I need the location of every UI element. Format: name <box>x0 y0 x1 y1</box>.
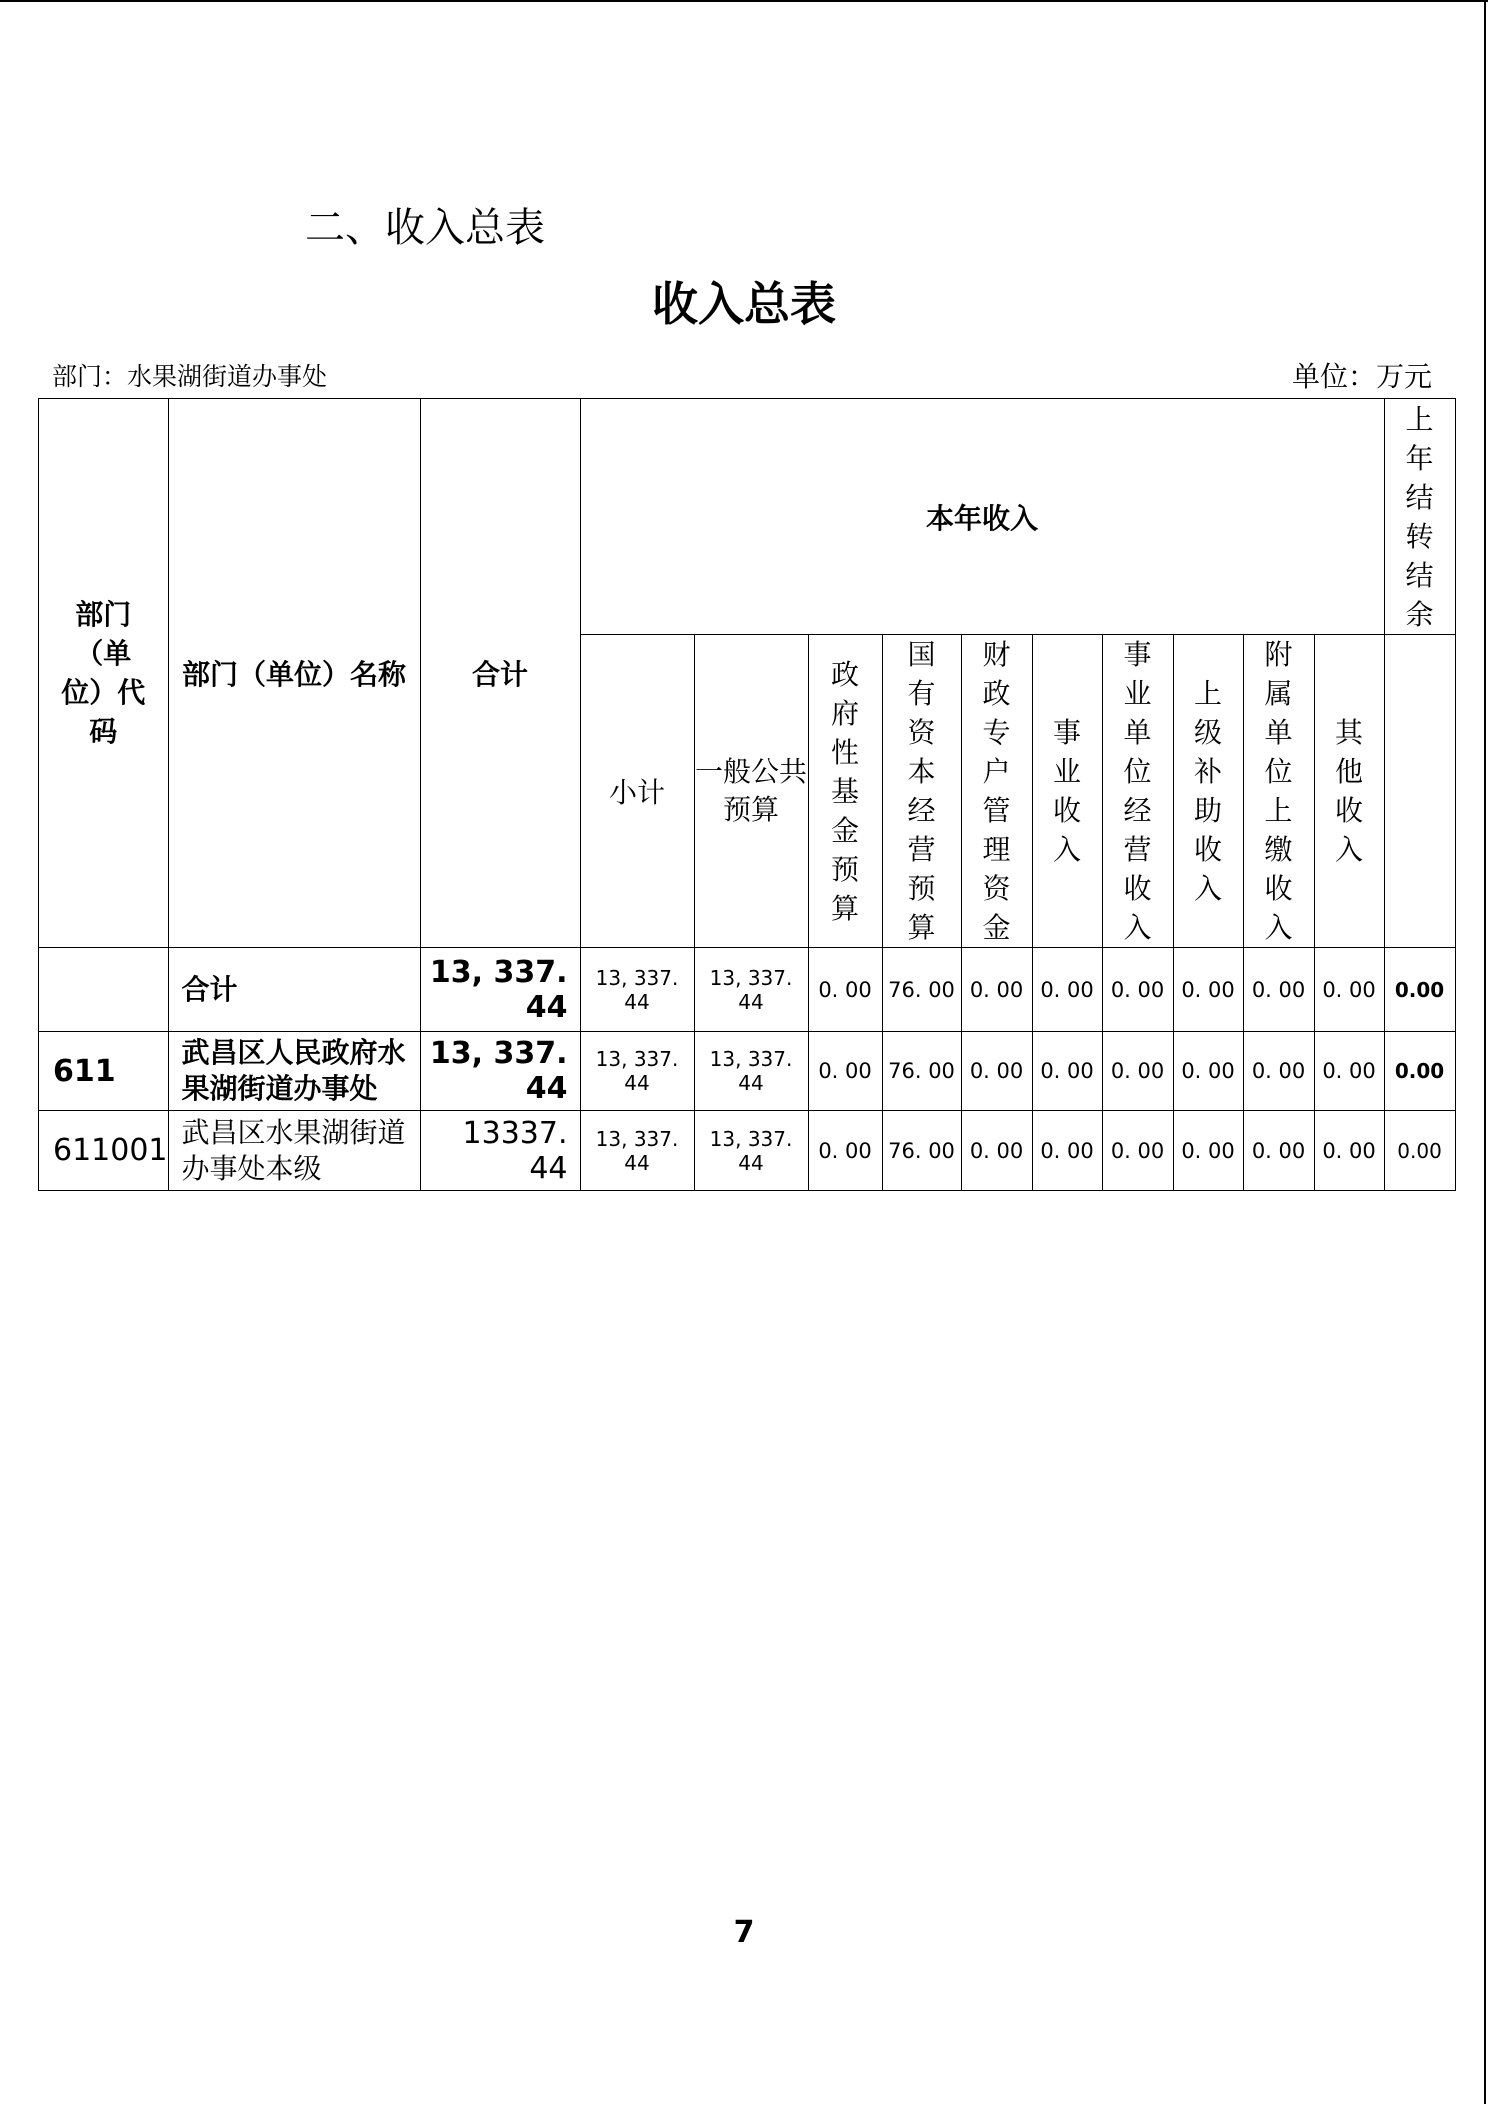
row-code: 611 <box>39 1032 169 1111</box>
row-subtotal: 13, 337. 44 <box>580 948 694 1032</box>
row-state-capital: 76. 00 <box>882 1111 961 1191</box>
header-prior-year-blank <box>1384 635 1455 948</box>
row-gov-fund: 0. 00 <box>808 1032 882 1111</box>
row-subtotal: 13, 337. 44 <box>580 1111 694 1191</box>
row-affiliated-remit: 0. 00 <box>1243 1032 1314 1111</box>
income-summary-table <box>38 398 1456 1191</box>
table-row <box>39 948 1456 1032</box>
row-total: 13337. 44 <box>420 1111 580 1191</box>
row-other-income: 0. 00 <box>1314 1111 1384 1191</box>
row-business-income: 0. 00 <box>1032 948 1102 1032</box>
row-prior-year: 0.00 <box>1384 1111 1455 1191</box>
row-superior-subsidy: 0. 00 <box>1173 948 1243 1032</box>
row-prior-year: 0.00 <box>1384 948 1455 1032</box>
table-row <box>39 1111 1456 1191</box>
row-name: 武昌区水果湖街道办事处本级 <box>168 1111 420 1191</box>
header-state-capital: 国有资本经营预算 <box>882 635 961 948</box>
section-title: 二、收入总表 <box>305 205 545 251</box>
row-prior-year: 0.00 <box>1384 1032 1455 1111</box>
header-row-1 <box>39 399 1456 635</box>
row-total: 13, 337. 44 <box>420 1032 580 1111</box>
header-business-operation: 事业单位经营收入 <box>1102 635 1173 948</box>
row-superior-subsidy: 0. 00 <box>1173 1032 1243 1111</box>
header-total: 合计 <box>420 399 580 948</box>
row-affiliated-remit: 0. 00 <box>1243 948 1314 1032</box>
row-special-account: 0. 00 <box>961 1111 1032 1191</box>
row-code <box>39 948 169 1032</box>
header-special-account: 财政专户管理资金 <box>961 635 1032 948</box>
row-general-budget: 13, 337. 44 <box>694 1032 808 1111</box>
row-business-operation: 0. 00 <box>1102 948 1173 1032</box>
unit-label: 单位：万元 <box>1291 360 1432 393</box>
row-other-income: 0. 00 <box>1314 1032 1384 1111</box>
row-subtotal: 13, 337. 44 <box>580 1032 694 1111</box>
row-other-income: 0. 00 <box>1314 948 1384 1032</box>
header-gov-fund: 政府性基金预算 <box>808 635 882 948</box>
header-prior-year: 上年结转结余 <box>1384 399 1455 635</box>
row-gov-fund: 0. 00 <box>808 948 882 1032</box>
row-code: 611001 <box>39 1111 169 1191</box>
header-subtotal: 小计 <box>580 635 694 948</box>
table-title: 收入总表 <box>652 277 836 331</box>
row-special-account: 0. 00 <box>961 948 1032 1032</box>
header-current-year: 本年收入 <box>580 399 1384 635</box>
header-other-income: 其他收入 <box>1314 635 1384 948</box>
row-general-budget: 13, 337. 44 <box>694 1111 808 1191</box>
row-state-capital: 76. 00 <box>882 948 961 1032</box>
row-name: 合计 <box>168 948 420 1032</box>
header-affiliated-remit: 附属单位上缴收入 <box>1243 635 1314 948</box>
row-affiliated-remit: 0. 00 <box>1243 1111 1314 1191</box>
row-business-operation: 0. 00 <box>1102 1111 1173 1191</box>
header-general-budget: 一般公共预算 <box>694 635 808 948</box>
top-border-line <box>0 0 1488 2</box>
row-superior-subsidy: 0. 00 <box>1173 1111 1243 1191</box>
header-business-income: 事业收入 <box>1032 635 1102 948</box>
header-name: 部门（单位）名称 <box>168 399 420 948</box>
row-total: 13, 337. 44 <box>420 948 580 1032</box>
row-gov-fund: 0. 00 <box>808 1111 882 1191</box>
table-row <box>39 1032 1456 1111</box>
row-business-income: 0. 00 <box>1032 1111 1102 1191</box>
department-label: 部门：水果湖街道办事处 <box>52 362 328 391</box>
header-superior-subsidy: 上级补助收入 <box>1173 635 1243 948</box>
header-code: 部门（单位）代码 <box>39 399 169 948</box>
row-business-operation: 0. 00 <box>1102 1032 1173 1111</box>
page-number: 7 <box>733 1915 755 1950</box>
row-business-income: 0. 00 <box>1032 1032 1102 1111</box>
row-state-capital: 76. 00 <box>882 1032 961 1111</box>
row-special-account: 0. 00 <box>961 1032 1032 1111</box>
row-name: 武昌区人民政府水果湖街道办事处 <box>168 1032 420 1111</box>
row-general-budget: 13, 337. 44 <box>694 948 808 1032</box>
